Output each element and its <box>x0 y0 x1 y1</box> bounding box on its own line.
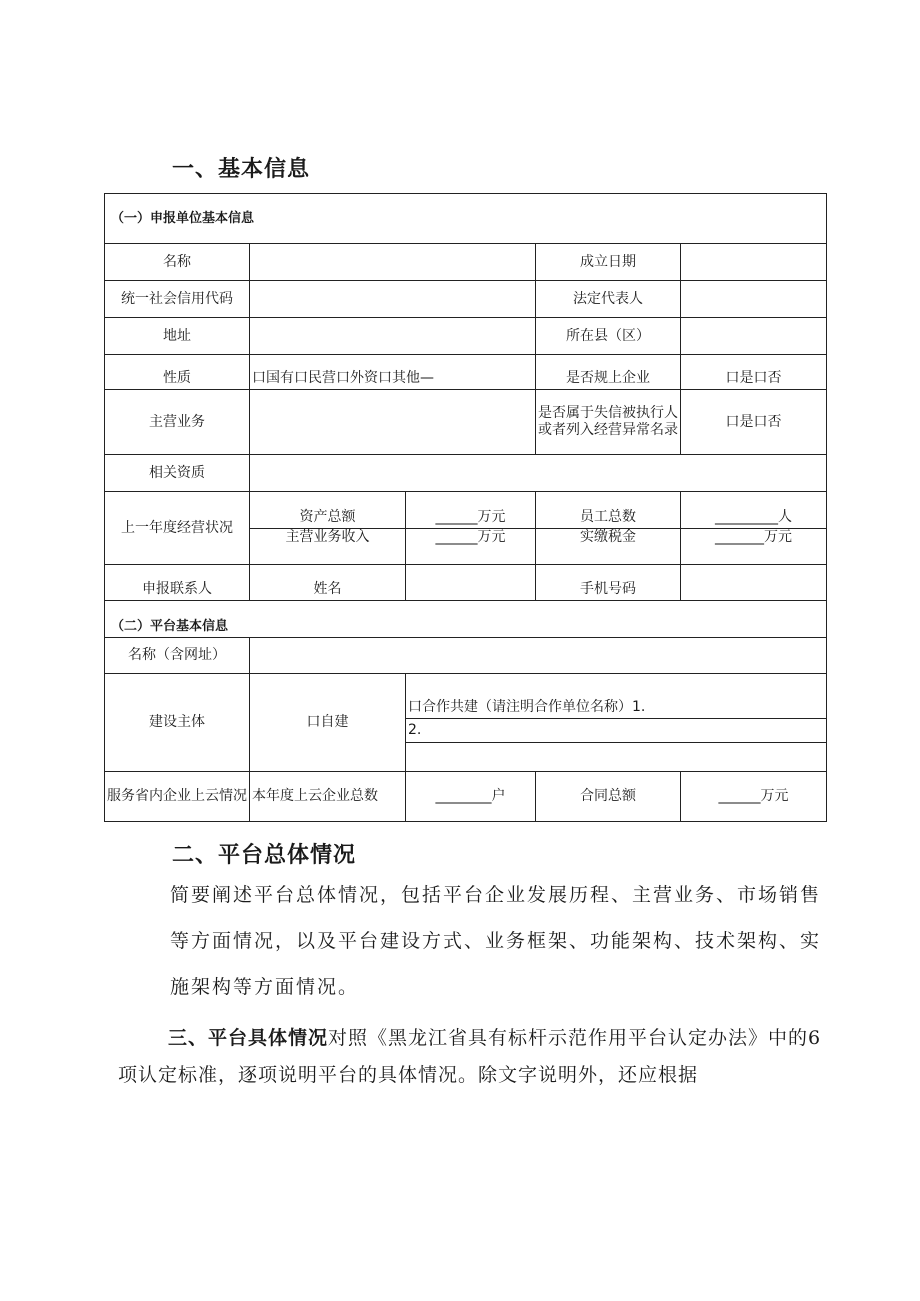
credit-code-field[interactable] <box>250 281 536 318</box>
contract-label: 合同总额 <box>536 772 681 822</box>
platform-name-field[interactable] <box>250 638 827 674</box>
founded-field[interactable] <box>681 244 827 281</box>
phone-field[interactable] <box>681 565 827 601</box>
cloud-label: 服务省内企业上云情况 <box>105 772 250 822</box>
section3-title: 三、平台具体情况 <box>168 1027 329 1049</box>
cloud-count-value[interactable]: ________户 <box>406 772 536 822</box>
application-form-table <box>104 193 827 822</box>
operations-label: 上一年度经营状况 <box>105 492 250 565</box>
county-field[interactable] <box>681 318 827 355</box>
main-business-field[interactable] <box>250 390 536 455</box>
section3-body: 对照《黑龙江省具有标杆示范作用平台认定办法》中的6项认定标准，逐项说明平台的具体情况。除文字说明外，还应根据 <box>118 1027 822 1086</box>
platform-section-header: （二）平台基本信息 <box>105 601 827 638</box>
co-built-partner-3[interactable] <box>406 743 827 772</box>
self-built-option[interactable]: 口自建 <box>250 674 406 772</box>
platform-name-label: 名称（含网址） <box>105 638 250 674</box>
applicant-section-header: （一）申报单位基本信息 <box>105 194 827 244</box>
employees-value[interactable]: _________人 <box>681 492 827 529</box>
contact-name-label: 姓名 <box>250 565 406 601</box>
section1-title: 一、基本信息 <box>172 157 311 182</box>
credit-code-label: 统一社会信用代码 <box>105 281 250 318</box>
scale-options[interactable]: 口是口否 <box>681 355 827 390</box>
main-business-label: 主营业务 <box>105 390 250 455</box>
dishonest-options[interactable]: 口是口否 <box>681 390 827 455</box>
tax-label: 实缴税金 <box>536 529 681 565</box>
revenue-label: 主营业务收入 <box>250 529 406 565</box>
tax-value[interactable]: _______万元 <box>681 529 827 565</box>
employees-label: 员工总数 <box>536 492 681 529</box>
legal-rep-label: 法定代表人 <box>536 281 681 318</box>
name-label: 名称 <box>105 244 250 281</box>
section2-title: 二、平台总体情况 <box>172 843 357 868</box>
legal-rep-field[interactable] <box>681 281 827 318</box>
total-assets-label: 资产总额 <box>250 492 406 529</box>
builder-label: 建设主体 <box>105 674 250 772</box>
contract-value[interactable]: ______万元 <box>681 772 827 822</box>
county-label: 所在县（区） <box>536 318 681 355</box>
revenue-value[interactable]: ______万元 <box>406 529 536 565</box>
contact-name-field[interactable] <box>406 565 536 601</box>
contact-label: 申报联系人 <box>105 565 250 601</box>
phone-label: 手机号码 <box>536 565 681 601</box>
address-label: 地址 <box>105 318 250 355</box>
cloud-count-label: 本年度上云企业总数 <box>250 772 406 822</box>
section3-paragraph <box>118 1020 825 1094</box>
qualifications-field[interactable] <box>250 455 827 492</box>
nature-options[interactable]: 口国有口民营口外资口其他— <box>250 355 536 390</box>
qualifications-label: 相关资质 <box>105 455 250 492</box>
section2-body: 简要阐述平台总体情况，包括平台企业发展历程、主营业务、市场销售等方面情况，以及平台建设方式、业务框架、功能架构、技术架构、实施架构等方面情况。 <box>170 884 822 998</box>
nature-label: 性质 <box>105 355 250 390</box>
co-built-option[interactable]: 口合作共建（请注明合作单位名称）1. <box>406 674 827 719</box>
founded-label: 成立日期 <box>536 244 681 281</box>
co-built-partner-2[interactable]: 2. <box>406 719 827 743</box>
scale-label: 是否规上企业 <box>536 355 681 390</box>
dishonest-label: 是否属于失信被执行人或者列入经营异常名录 <box>536 390 681 455</box>
total-assets-value[interactable]: ______万元 <box>406 492 536 529</box>
address-field[interactable] <box>250 318 536 355</box>
name-field[interactable] <box>250 244 536 281</box>
